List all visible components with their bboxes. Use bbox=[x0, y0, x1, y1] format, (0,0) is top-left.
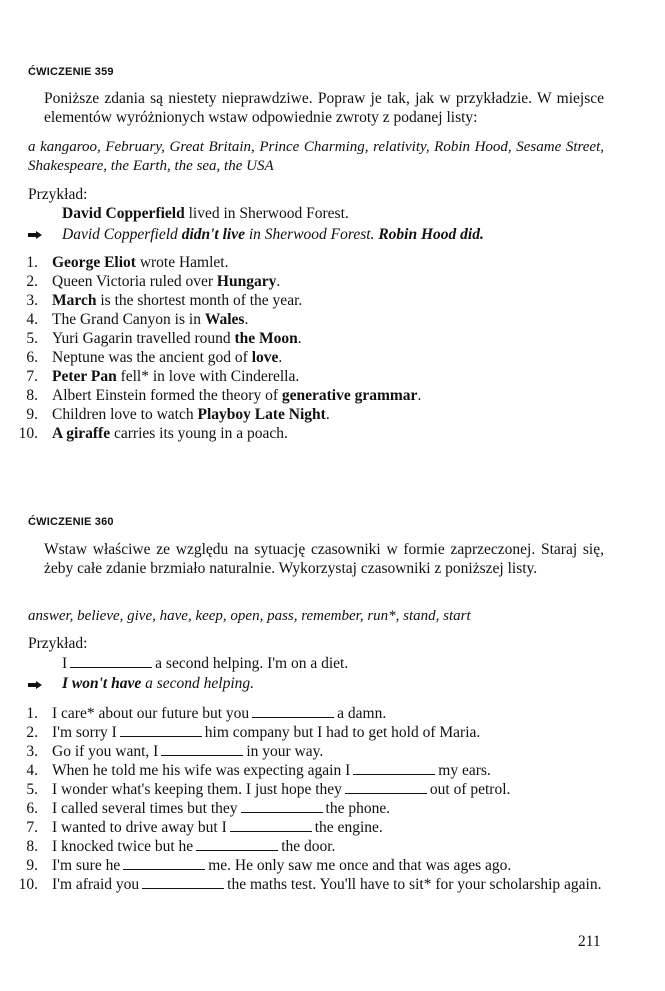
answer-blank bbox=[230, 819, 312, 832]
item-text: wrote Hamlet. bbox=[135, 254, 229, 271]
exercise-359-example-label: Przykład: bbox=[28, 186, 88, 203]
answer-blank bbox=[70, 655, 152, 668]
item-text: I care* about our future but you bbox=[52, 705, 250, 722]
item-text: . bbox=[244, 311, 249, 328]
item-text: out of petrol. bbox=[429, 781, 511, 798]
answer-blank bbox=[345, 781, 427, 794]
item-text: Queen Victoria ruled over bbox=[52, 273, 217, 290]
exercise-359-word-list: a kangaroo, February, Great Britain, Prince Charming, relativity, Robin Hood, Sesame Street, Shakespeare, the Earth, the sea, the USA bbox=[28, 139, 604, 174]
item-text: I wanted to drive away but I bbox=[52, 819, 227, 836]
item-number: 9. bbox=[26, 406, 38, 423]
item-number: 10. bbox=[18, 876, 38, 893]
item-text: The Grand Canyon is in bbox=[52, 311, 205, 328]
example-highlight: David Copperfield bbox=[62, 205, 185, 222]
item-text: Yuri Gagarin travelled round bbox=[52, 330, 235, 347]
item-text: . bbox=[325, 406, 330, 423]
exercise-360-word-list: answer, believe, give, have, keep, open, pass, remember, run*, stand, start bbox=[28, 608, 471, 624]
item-highlight: the Moon bbox=[234, 330, 298, 347]
item-number: 4. bbox=[26, 311, 38, 328]
item-text: a damn. bbox=[337, 705, 387, 722]
item-number: 4. bbox=[26, 762, 38, 779]
item-number: 1. bbox=[26, 705, 38, 722]
answer-blank bbox=[120, 724, 202, 737]
answer-negation: I won't have bbox=[62, 675, 142, 692]
item-highlight: March bbox=[52, 292, 97, 309]
item-number: 2. bbox=[26, 724, 38, 741]
exercise-359-example bbox=[62, 205, 349, 223]
item-highlight: Playboy Late Night bbox=[197, 406, 326, 423]
item-text: I'm sorry I bbox=[52, 724, 117, 741]
answer-blank bbox=[123, 857, 205, 870]
example-rest: lived in Sherwood Forest. bbox=[184, 205, 349, 222]
answer-part: in Sherwood Forest. bbox=[244, 226, 379, 243]
exercise-360-example bbox=[62, 655, 348, 673]
item-number: 8. bbox=[26, 387, 38, 404]
item-text: fell* in love with Cinderella. bbox=[116, 368, 300, 385]
answer-blank bbox=[353, 762, 435, 775]
item-text: him company but I had to get hold of Maria. bbox=[204, 724, 481, 741]
item-text: Neptune was the ancient god of bbox=[52, 349, 252, 366]
item-highlight: Wales bbox=[204, 311, 245, 328]
example-text: a second helping. I'm on a diet. bbox=[155, 655, 349, 672]
answer-correction: Robin Hood did. bbox=[378, 226, 484, 243]
answer-blank bbox=[241, 800, 323, 813]
answer-blank bbox=[196, 838, 278, 851]
item-highlight: generative grammar bbox=[281, 387, 418, 404]
item-text: I'm sure he bbox=[52, 857, 121, 874]
pointing-hand-icon bbox=[27, 230, 43, 240]
item-highlight: A giraffe bbox=[52, 425, 111, 442]
item-highlight: Hungary bbox=[216, 273, 277, 290]
item-text: Go if you want, I bbox=[52, 743, 159, 760]
item-text: . bbox=[276, 273, 281, 290]
item-number: 5. bbox=[26, 781, 38, 798]
answer-blank bbox=[161, 743, 243, 756]
pointing-hand-icon bbox=[27, 680, 43, 690]
item-text: in your way. bbox=[246, 743, 324, 760]
exercise-360-example-label: Przykład: bbox=[28, 635, 88, 652]
answer-blank bbox=[142, 876, 224, 889]
item-number: 9. bbox=[26, 857, 38, 874]
item-text: the door. bbox=[281, 838, 336, 855]
item-text: I called several times but they bbox=[52, 800, 238, 817]
item-text: me. He only saw me once and that was ages ago. bbox=[208, 857, 512, 874]
item-number: 6. bbox=[26, 800, 38, 817]
exercise-360-heading: ĆWICZENIE 360 bbox=[28, 516, 114, 528]
item-text: carries its young in a poach. bbox=[110, 425, 288, 442]
answer-part: David Copperfield bbox=[62, 226, 182, 243]
item-text: my ears. bbox=[438, 762, 491, 779]
item-text: When he told me his wife was expecting again I bbox=[52, 762, 351, 779]
item-number: 1. bbox=[26, 254, 38, 271]
item-text: . bbox=[297, 330, 302, 347]
item-number: 8. bbox=[26, 838, 38, 855]
item-text: Albert Einstein formed the theory of bbox=[52, 387, 282, 404]
item-text: . bbox=[278, 349, 283, 366]
item-text: the engine. bbox=[314, 819, 383, 836]
item-text: . bbox=[417, 387, 422, 404]
answer-negation: didn't live bbox=[181, 226, 245, 243]
item-text: I wonder what's keeping them. I just hope they bbox=[52, 781, 342, 798]
item-text: Children love to watch bbox=[52, 406, 198, 423]
item-highlight: George Eliot bbox=[52, 254, 136, 271]
item-text: I knocked twice but he bbox=[52, 838, 194, 855]
exercise-360-instructions: Wstaw właściwe ze względu na sytuację czasowniki w formie zaprzeczonej. Staraj się, żeby całe zdanie brzmiało naturalnie. Wykorzystaj czasowniki z poniższej listy. bbox=[44, 541, 604, 577]
example-text: I bbox=[62, 655, 68, 672]
item-number: 10. bbox=[18, 425, 38, 442]
item-text: I'm afraid you bbox=[52, 876, 140, 893]
item-number: 3. bbox=[26, 292, 38, 309]
exercise-359-heading: ĆWICZENIE 359 bbox=[28, 66, 114, 78]
answer-part: a second helping. bbox=[141, 675, 255, 692]
item-number: 3. bbox=[26, 743, 38, 760]
item-text: is the shortest month of the year. bbox=[96, 292, 303, 309]
item-text: the maths test. You'll have to sit* for your scholarship again. bbox=[227, 876, 602, 893]
item-number: 5. bbox=[26, 330, 38, 347]
answer-blank bbox=[252, 705, 334, 718]
item-number: 7. bbox=[26, 819, 38, 836]
exercise-360-answer bbox=[62, 675, 254, 693]
page-number: 211 bbox=[578, 933, 601, 950]
item-highlight: Peter Pan bbox=[52, 368, 117, 385]
exercise-359-instructions: Poniższe zdania są niestety nieprawdziwe. Popraw je tak, jak w przykładzie. W miejsce elementów wyróżnionych wstaw odpowiednie zwroty z podanej listy: bbox=[44, 90, 604, 126]
item-text: the phone. bbox=[325, 800, 391, 817]
item-number: 7. bbox=[26, 368, 38, 385]
item-highlight: love bbox=[251, 349, 279, 366]
exercise-359-answer bbox=[62, 226, 484, 244]
item-number: 2. bbox=[26, 273, 38, 290]
item-number: 6. bbox=[26, 349, 38, 366]
